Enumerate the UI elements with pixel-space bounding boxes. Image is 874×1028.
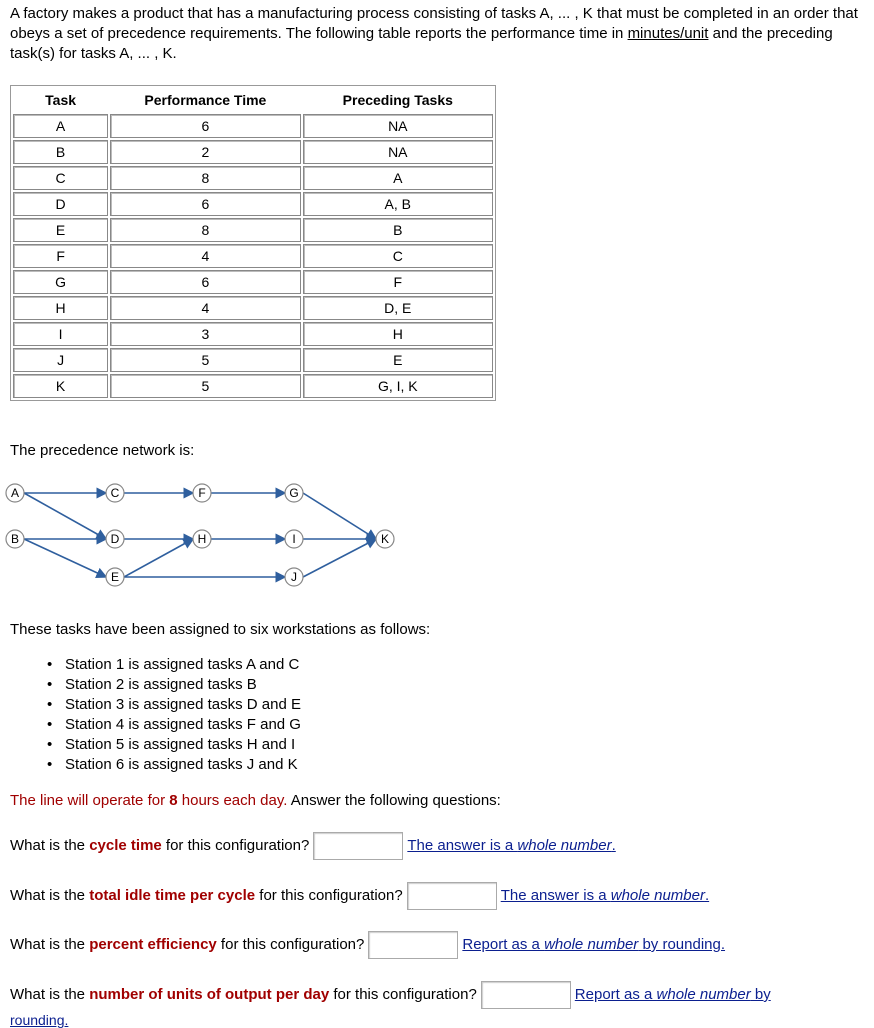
cell-performance-time: 5 <box>110 348 300 372</box>
node-i <box>285 530 303 548</box>
svg-text:G: G <box>289 486 299 500</box>
svg-text:E: E <box>110 570 120 584</box>
node-h <box>193 530 211 548</box>
network-label: The precedence network is: <box>10 442 195 459</box>
node-e <box>106 568 124 586</box>
header-preceding-tasks: Preceding Tasks <box>342 92 453 108</box>
table-row <box>13 192 493 216</box>
node-k <box>376 530 394 548</box>
cell-preceding-tasks: H <box>303 322 493 346</box>
table-row <box>13 322 493 346</box>
table-row <box>13 296 493 320</box>
svg-text:C: C <box>110 486 120 500</box>
precedence-network <box>0 478 420 602</box>
cell-performance-time: 4 <box>110 296 300 320</box>
node-f <box>193 484 211 502</box>
svg-text:F: F <box>198 486 206 500</box>
idle-time-input[interactable] <box>407 882 497 910</box>
cell-preceding-tasks: B <box>303 218 493 242</box>
cell-task: E <box>13 218 108 242</box>
cell-task: F <box>13 244 108 268</box>
hint-continuation[interactable]: rounding. <box>10 1012 69 1028</box>
svg-text:I: I <box>292 532 296 546</box>
cell-performance-time: 3 <box>110 322 300 346</box>
edge-e-h <box>124 539 193 577</box>
cell-preceding-tasks: C <box>303 244 493 268</box>
question-efficiency: What is the percent efficiency for this configuration? Report as a whole number by rounding. <box>10 931 725 959</box>
cell-performance-time: 4 <box>110 244 300 268</box>
cell-preceding-tasks: D, E <box>303 296 493 320</box>
svg-text:A: A <box>10 486 20 500</box>
hint-link[interactable]: The answer is a whole number. <box>500 886 710 904</box>
table-row <box>13 140 493 164</box>
table-row <box>13 114 493 138</box>
question-idle-time: What is the total idle time per cycle for this configuration? The answer is a whole number. <box>10 882 709 910</box>
list-item: • Station 1 is assigned tasks A and C <box>65 655 301 675</box>
svg-text:K: K <box>380 532 390 546</box>
hint-link[interactable]: Report as a whole number by rounding. <box>462 935 726 953</box>
edge-g-k <box>303 493 376 539</box>
task-table <box>10 85 496 401</box>
list-item: • Station 3 is assigned tasks D and E <box>65 695 301 715</box>
list-item: • Station 4 is assigned tasks F and G <box>65 715 301 735</box>
table-row <box>13 218 493 242</box>
node-j <box>285 568 303 586</box>
header-performance-time: Performance Time <box>144 92 267 108</box>
efficiency-input[interactable] <box>368 931 458 959</box>
hint-link[interactable]: Report as a whole number by <box>574 985 771 1003</box>
list-item: • Station 5 is assigned tasks H and I <box>65 735 301 755</box>
svg-text:J: J <box>291 570 297 584</box>
cell-task: H <box>13 296 108 320</box>
cell-preceding-tasks: A <box>303 166 493 190</box>
cell-performance-time: 8 <box>110 218 300 242</box>
problem-intro <box>10 4 870 64</box>
cycle-time-input[interactable] <box>313 832 403 860</box>
svg-text:H: H <box>197 532 207 546</box>
output-per-day-input[interactable] <box>481 981 571 1009</box>
cell-preceding-tasks: A, B <box>303 192 493 216</box>
cell-preceding-tasks: E <box>303 348 493 372</box>
node-c <box>106 484 124 502</box>
cell-task: G <box>13 270 108 294</box>
cell-preceding-tasks: F <box>303 270 493 294</box>
cell-preceding-tasks: NA <box>303 140 493 164</box>
hint-link[interactable]: The answer is a whole number. <box>407 836 616 854</box>
cell-preceding-tasks: NA <box>303 114 493 138</box>
cell-performance-time: 6 <box>110 270 300 294</box>
list-item: • Station 6 is assigned tasks J and K <box>65 755 301 775</box>
node-a <box>6 484 24 502</box>
cell-task: B <box>13 140 108 164</box>
question-cycle-time: What is the cycle time for this configuration? The answer is a whole number. <box>10 832 616 860</box>
header-task: Task <box>45 92 77 108</box>
cell-performance-time: 5 <box>110 374 300 398</box>
svg-text:D: D <box>110 532 120 546</box>
cell-performance-time: 6 <box>110 192 300 216</box>
cell-task: A <box>13 114 108 138</box>
cell-task: I <box>13 322 108 346</box>
list-item: • Station 2 is assigned tasks B <box>65 675 301 695</box>
cell-performance-time: 8 <box>110 166 300 190</box>
table-row <box>13 270 493 294</box>
intro-text-2: and the preceding task(s) for tasks A, ... , K. <box>10 25 833 62</box>
cell-task: J <box>13 348 108 372</box>
hours-statement: The line will operate for 8 hours each day. Answer the following questions: <box>10 792 501 809</box>
station-list <box>10 655 301 775</box>
edge-j-k <box>303 539 376 577</box>
svg-text:B: B <box>10 532 20 546</box>
cell-performance-time: 2 <box>110 140 300 164</box>
cell-task: C <box>13 166 108 190</box>
cell-performance-time: 6 <box>110 114 300 138</box>
node-b <box>6 530 24 548</box>
table-row <box>13 348 493 372</box>
hours-value: 8 <box>169 792 178 809</box>
table-row <box>13 374 493 398</box>
table-row <box>13 166 493 190</box>
cell-task: K <box>13 374 108 398</box>
node-g <box>285 484 303 502</box>
table-header-row <box>13 88 493 112</box>
table-row <box>13 244 493 268</box>
assignment-intro: These tasks have been assigned to six workstations as follows: <box>10 621 431 638</box>
cell-task: D <box>13 192 108 216</box>
cell-preceding-tasks: G, I, K <box>303 374 493 398</box>
edge-b-e <box>24 539 106 577</box>
edge-a-d <box>24 493 106 539</box>
node-d <box>106 530 124 548</box>
intro-text-1: A factory makes a product that has a manufacturing process consisting of tasks A, ... , K that must be completed in an order that obeys a set of precedence requirements. The following table reports the performance time in <box>10 5 858 42</box>
unit-link[interactable]: minutes/unit <box>627 25 709 42</box>
question-output-per-day: What is the number of units of output per day for this configuration? Report as a whole number by <box>10 981 771 1009</box>
